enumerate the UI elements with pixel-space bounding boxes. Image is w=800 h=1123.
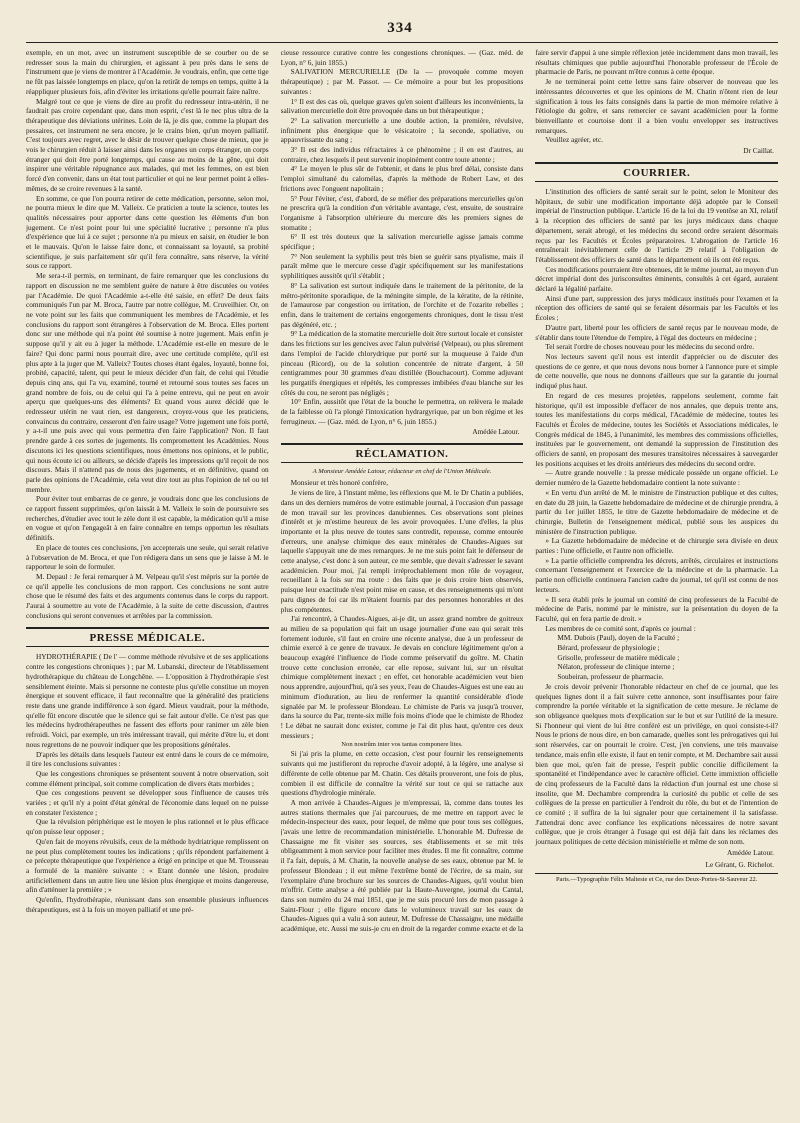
paragraph: Tel serait l'ordre de choses nouveau pour les médecins du second ordre. — [545, 342, 755, 352]
paragraph: A mon arrivée à Chaudes-Aigues je m'empressai, là, comme dans toutes les autres stations thermales que j'ai parcourues, de me mettre en rapport avec le médecin-inspecteur des eaux, pour lequel, de même que pour tous ses collègues, j'avais une lettre de recommandation ministérielle. L'honorable M. Dufresse de Chassaigne me fit visiter ses sources, ses établissements et se mit très obligeamment à mon service pour faciliter mes études. Il me fit connaître, comme il l'a fait, depuis, à M. Chatin, la nouvelle analyse de ses eaux, obtenue par M. le professeur Blondeau ; il eut même l'extrême bonté de l'écrire, de sa main, sur l'exemplaire d'une brochure sur les sources de Chaudes-Aigues, qu'il voulut bien m'offrir. Cette analyse a été publiée par la Haute-Auvergne, journal du Cantal, dans son numéro du 24 mai 1851, que je me suis procuré lors de mon passage à Saint-Flour ; elle figure encore dans le volumineux travail sur les eaux de Chaudes-Aigues qui a valu à son auteur, M. Dufresse de Chassaigne, une médaille académique, etc. Aussi me suis-je cru en droit de la regarder comme exacte et de la — [280, 797, 524, 934]
paragraph: 9° La médication de la stomatite mercurielle doit être surtout locale et consister dans les frictions sur les gencives avec l'alun pulvérisé (Velpeau), ou plus sûrement dans l'emploi de l'acide chlorydrique pur porté sur la muqueuse à l'aide d'un pinceau (Ricord), ou de la solution concentrée de nitrate d'argent, à 50 centigrammes pour 30 grammes d'eau distillée (Bouchacourt). Comme adjuvant les purgatifs énergiques et répétés, les compresses imbibées d'eau blanche sur les côtés du cou, ne seront pas négligés ; — [280, 329, 524, 397]
header-rule — [26, 42, 778, 43]
column-2 — [281, 48, 524, 1111]
paragraph: Qu'en fait de moyens révulsifs, ceux de la méthode hydriatrique remplissent on ne peut plus complètement toutes les indications ; qu'ils répondent parfaitement à ce précepte thérapeutique que l'expérience a érigé en principe et que M. Trousseau a formulé de la manière suivante : « Etant donnée une lésion, produire artificiellement dans un autre lieu une lésion plus énergique et moins dangereuse, afin d'atténuer la première ; » — [26, 836, 269, 895]
paragraph: 4° Le moyen le plus sûr de l'obtenir, et dans le plus bref délai, consiste dans l'emploi simultané du calomélas, d'après la méthode de Robert Law, et des frictions avec l'onguent napolitain ; — [280, 164, 524, 193]
paragraph: En place de toutes ces conclusions, j'en accepterais une seule, qui serait relative à l'observation de M. Broca, et que l'on rédigera dans un sens que je laisse à M. le rapporteur le soin de formuler. — [26, 542, 269, 572]
section-title-courrier: COURRIER. — [535, 162, 778, 182]
paragraph: cieuse ressource curative contre les congestions chroniques. — (Gaz. méd. de Lyon, n° 6, juin 1855.) — [280, 48, 524, 67]
paragraph: Je crois devoir prévenir l'honorable rédacteur en chef de ce journal, que les quelques lignes dont il a fait suivre cette annonce, sont insuffisantes pour faire comprendre la portée véritable et la signification de cette mesure. Je réclame de son obligeance quelques mots d'explication sur le but et sur l'utilité de la mesure. Si l'honneur qui vient de lui être conféré est un privilège, en quoi consiste-t-il? Nous le prions de nous dire, en bon camarade, quelles sont les prérogatives qui lui sont réservées, car on pourrait le croire. C'est, j'en conviens, une très mauvaise tendance, mais enfin elle existe, il faut en tenir compte, et M. Dechambre sait aussi bien que moi, qu'en fait de presse, l'esprit public concilie difficilement la spontanéité et l'indépendance avec le caractère officiel. Cette immixtion officielle de cinq professeurs de la Faculté dans la rédaction d'un journal est une chose si insolite, que M. Dechambre comprendra la curiosité du public et celle de ses collègues de la presse en particulier à l'endroit du rôle, du but et de l'intention de ce comité ; il suffira de la lui signaler pour que certainement il la satisfasse. J'attendrai donc avec confiance les explications nécessaires de notre savant collègue, que je crois étranger à l'usage qui est déjà fait dans les réclames des journaux politiques de cette décision ministérielle et même de son nom. — [535, 681, 778, 847]
paragraph: 10° Enfin, aussitôt que l'état de la bouche le permettra, on relèvera le malade de la faiblesse où l'a plongé l'intoxication hydrargyrique, par un bon régime et les ferrugineux. — (Gaz. méd. de Lyon, n° 6, juin 1855.) — [280, 397, 524, 426]
paragraph: D'après les détails dans lesquels l'auteur est entré dans le cours de ce mémoire, il tire les conclusions suivantes : — [26, 749, 269, 769]
paragraph: Monsieur et très honoré confrère, — [290, 478, 389, 488]
paragraph: « En vertu d'un arrêté de M. le ministre de l'instruction publique et des cultes, en date du 28 juin, la Gazette hebdomadaire de médecine et de chirurgie prendra, à partir du 1er juillet 1855, le titre de Gazette hebdomadaire de médecine et de chirurgie, Bulletin de l'enseignement médical, publié sous les auspices du ministère de l'instruction publique. — [535, 487, 778, 536]
footer-rule — [535, 873, 778, 874]
paragraph: HYDROTHÉRAPIE ( De l' — comme méthode révulsive et de ses applications contre les congestions chroniques ) ; par M. Lubanski, directeur de l'établissement hydrothérapique du château de Longchêne. — L'opposition à l'hydrothérapie s'est sensiblement éteinte. Mais si personne ne conteste plus qu'elle constitue un moyen énergique et souvent efficace, il faut reconnaître que la généralité des praticiens reste dans une grande indifférence à son égard. Mieux vaudrait, pour la méthode, qu'elle fût encore discutée que le silence qui se fait autour d'elle. Ce n'est pas que les médecins hydrothérapeuthes ne fassent des efforts pour ranimer un zèle bien refroidi. Voici, par exemple, un très intéressant travail, qui mérite d'être lu, et dont nous regrettons de ne pouvoir indiquer que les propositions générales. — [26, 652, 269, 749]
paragraph: Malgré tout ce que je viens de dire au profit du redresseur intra-utérin, il ne faudrait pas croire cependant que, dans mon esprit, c'est là le nec plus ultra de la thérapeutique des déviations utérines. Loin de là, je dis que, comme la plupart des pessaires, cet instrument ne sera encore, je le crains bien, qu'un moyen palliatif. C'est toujours avec regret, avec le désir de trouver quelque chose de mieux, que je vois le chirurgien réduit à laisser ainsi dans les organes un corps étranger, un corps étranger qui doit être porté longtemps, qui cause au moins de la gêne, qui doit inspirer une véritable répugnance aux malades, qui met les femmes, on est bien forcé d'en convenir, dans un état tout particulier et qui ne leur permet point à elles-mêmes, de se croire revenues à la santé. — [26, 96, 269, 193]
committee-member: Grisolle, professeur de matière médicale ; — [557, 652, 680, 662]
paragraph: Je ne terminerai point cette lettre sans faire observer de nouveau que les intéressantes découvertes et que les opinions de M. Chatin n'ôtent rien de leur signification à tous les faits consignés dans la partie de mon mémoire relative à l'étiologie du goître, et sans remercier ce savant académicien pour la forme bienveillante et courtoise dont il a bien voulu envelopper ses instructives remarques. — [535, 77, 778, 135]
paragraph: M. Depaul : Je ferai remarquer à M. Velpeau qu'il s'est mépris sur la portée de ce qu'il appelle les conclusions de mon rapport. Ces conclusions ne sont autre chose que le résumé des faits et des arguments contenus dans le corps du rapport. J'aurai à soumettre au vote de l'Académie, à la suite de cette discussion, d'autres conclusions qui seront convenues et arrêtées par la commission. — [26, 571, 269, 620]
signature: Amédée Latour. — [472, 427, 520, 437]
letter-address: A Monsieur Amédée Latour, rédacteur en chef de l'Union Médicale. — [312, 468, 492, 476]
page-number: 334 — [387, 20, 413, 36]
paragraph: Qu'enfin, l'hydrothérapie, réunissant dans son ensemble plusieurs influences thérapeutiques, est à la fois un moyen palliatif et une pré- — [26, 895, 269, 914]
committee-member: Soubeiran, professeur de pharmacie. — [557, 672, 664, 682]
paragraph: 1° Il est des cas où, quelque graves qu'en soient d'ailleurs les inconvénients, la salivation mercurielle doit être provoquée dans un but thérapeutique ; — [280, 96, 524, 116]
paragraph: Que la révulsion périphérique est le moyen le plus rationnel et le plus efficace qu'on puisse leur opposer ; — [26, 817, 269, 837]
paragraph: En somme, ce que l'on pourra retirer de cette médication, personne, selon moi, ne pourra mieux le dire que M. Valleix. Ce praticien a toute la science, toutes les qualités nécessaires pour apporter dans cette question les éléments d'un bon jugement. Ce n'est point pour lui une spécialité lucrative ; personne n'a plus d'expérience que lui à ce sujet ; personne n'a pu mieux en saisir, en étudier le bon et le mauvais. Qu'on le laisse faire donc, et connaissant sa loyauté, sa probité scientifique, je suis parfaitement sûr qu'il fera connaître, sans réserve, la vérité sous ce rapport. — [26, 193, 269, 271]
paragraph: D'autre part, liberté pour les officiers de santé reçus par le nouveau mode, de s'établir dans toute l'étendue de l'empire, à l'égal des docteurs en médecine ; — [535, 322, 778, 342]
paragraph: » La Gazette hebdomadaire de médecine et de chirurgie sera divisée en deux parties : l'une officielle, et l'autre non officielle. — [535, 536, 778, 556]
paragraph: Que les congestions chroniques se présentent souvent à notre observation, soit comme élément principal, soit comme complication de divers états morbides ; — [26, 768, 269, 788]
paragraph: Veuillez agréer, etc. — [545, 135, 603, 145]
printer-imprint: Paris.—Typographie Félix Malteste et Ce, rue des Deux-Portes-St-Sauveur 22. — [555, 875, 758, 883]
paragraph: 8° La salivation est surtout indiquée dans le traitement de la péritonite, de la métro-péritonite sporadique, de la méningite simple, de la kératite, de la rétinite, de l'amaurose par congestion ou irritation, de l'orchite et de l'ozarite rebelles ; enfin, dans le traitement de certains engorgements chroniques, dont le tissu n'est pas dégénéré, etc. ; — [280, 280, 524, 329]
paragraph: Si j'ai pris la plume, en cette occasion, c'est pour fournir les renseignements suivants qui me justifieront du reproche d'avoir adopté, à la légère, une analyse si différente de celle obtenue par M. Chatin. Ces détails prouveront, une fois de plus, combien il est difficile de connaître la vérité sur tout ce qui se rattache aux questions d'hydrologie minérale. — [280, 749, 524, 798]
paragraph: Nos lecteurs savent qu'il nous est interdit d'apprécier ou de discuter des questions de ce genre, et que nous devons nous borner à l'annonce pure et simple de cette nouvelle, que nous ne donnons d'ailleurs que sur la garantie du journal indiqué plus haut. — [535, 351, 778, 391]
gerant-signature: Le Gérant, G. Richelot. — [705, 859, 774, 869]
paragraph: Pour éviter tout embarras de ce genre, je voudrais donc que les conclusions de ce rapport fussent supprimées, qu'on laissât à M. Valleix le soin de poursuivre ses recherches, d'étudier avec tout le zèle dont il est capable, la médication qu'il a mise en vogue et qu'on l'engageât à en faire connaître en temps opportun les résultats définitifs. — [26, 494, 269, 543]
paragraph: Ainsi d'une part, suppression des jurys médicaux institués pour l'examen et la réception des officiers de santé qui se feraient désormais par les Facultés et les Écoles ; — [535, 293, 778, 323]
paragraph: L'institution des officiers de santé serait sur le point, selon le Moniteur des hôpitaux, de subir une modification importante déjà adoptée par le Conseil impérial de l'instruction publique. L'article 16 de la loi du 19 ventôse an XI, relatif à la réception des officiers de santé par les jurys médicaux dans chaque département, serait abrogé, et les médecins du second ordre seraient désormais reçus par les Facultés et Écoles préparatoires. L'abrogation de l'article 16 entraînerait inévitablement celle de l'article 29 relatif à l'obligation de l'établissement des officiers de santé dans le département où ils ont été reçus. — [535, 187, 778, 264]
paragraph: Ces modifications pourraient être obtenues, dit le même journal, au moyen d'un décret impérial dont des jurisconsultes éminents, consultés à cet égard, auraient déclaré la légalité parfaite. — [535, 264, 778, 294]
paragraph: SALIVATION MERCURIELLE (De la — provoquée comme moyen thérapeutique) ; par M. Passot. — Ce mémoire a pour but les propositions suivantes : — [280, 67, 524, 96]
paragraph: 2° La salivation mercurielle a une double action, la première, révulsive, infiniment plus énergique que le vésicatoire ; la seconde, spoliative, ou appauvrissante du sang ; — [280, 115, 524, 145]
paragraph: J'ai rencontré, à Chaudes-Aigues, ai-je dit, un assez grand nombre de goitreux au milieu de sa population qui fait un usage journalier d'une eau qui serait très fortement iodurée, s'il faut en croire une récente analyse, due à un professeur de chimie exercé à ce genre de travaux. Je devais en conclure légitimement qu'on a beaucoup exagéré l'influence de l'iode comme préservatif du goître. M. Chatin trouve cette conclusion erronée, car elle repose, suivant lui, sur un résultat chimique complètement inexact ; en effet, cet honorable académicien veut bien nous apprendre, aujourd'hui, qu'à ses yeux, l'eau de Chaudes-Aigues est une eau au minimum d'ioduration, au lieu de renfermer la quantité considérable d'iode signalée par M. le professeur Blondeau. Le chimiste de Paris va jusqu'à trouver, dans la source du Par, trente-six mille fois moins d'iode que le chimiste de Rhodez ! Le débat ne saurait donc exister, comme je l'ai dit plus haut, qu'entre ces deux messieurs ; — [280, 614, 524, 740]
paragraph: Que ces congestions peuvent se développer sous l'influence de causes très variées ; et qu'il n'y a point d'état général de l'économie dans lequel on ne puisse en constater l'existence ; — [26, 788, 269, 817]
paragraph: En regard de ces mesures projetées, rappelons seulement, comme fait historique, qu'il est impossible d'effacer de nos annales, que depuis trente ans, toutes les manifestations du corps médical, l'Académie de médecine, toutes les Facultés et Écoles de médecine, toutes les Sociétés et Associations médicales, le Congrès médical de 1845, à l'unanimité, les membres des commissions officielles, instituées par le gouvernement, ont demandé la suppression de l'institution des officiers de santé, en proposant des mesures transitoires nécessaires à sauvegarder les positions acquises et les droits antérieurs des médecins du second ordre. — [535, 390, 778, 468]
paragraph: Je viens de lire, à l'instant même, les réflexions que M. le Dr Chatin a publiées, dans un des derniers numéros de votre estimable journal, à l'occasion d'un passage de mon travail sur les provinces danubiennes. Ces observations sont pleines d'intérêt et je m'estime heureux de les avoir provoquées. L'une d'elles, la plus importante et la plus neuve de toutes sans contredit, repousse, comme entourée d'erreurs, une analyse chimique des eaux minérales de Chaudes-Aigues sur laquelle s'appuyait une de mes remarques. Je ne me suis point fait le défenseur de cette analyse, c'est donc à son auteur, ce me semble, que devait s'adresser le savant académicien. Pour moi, j'ai rempli irréprochablement mon rôle de voyageur, recueillant à la fois sur ma route : des faits que je dois croire bien observés, puisque leur exactitude n'est point mise en cause, et des renseignements qui m'ont paru dignes de foi car ils m'étaient fournis par des personnes honorables et des plus compétentes. — [280, 488, 524, 614]
column-1 — [26, 48, 269, 1111]
paragraph: exemple, en un mot, avec un instrument susceptible de se courber ou de se redresser sous la main du chirurgien, et agissant à peu près dans le sens de l'instrument que je viens de montrer à l'Académie. Je voudrais, enfin, que cette tige ne fût pas laissée longtemps en place, qu'on la retirât de temps en temps, quitte à la réappliquer plusieurs fois, afin d'éviter les irritations qu'elle pourrait faire naître. — [26, 48, 269, 96]
paragraph: 3° Il est des individus réfractaires à ce phénomène ; il en est d'autres, au contraire, chez lesquels il peut survenir inopinément contre toute attente ; — [280, 145, 524, 164]
paragraph: Me sera-t-il permis, en terminant, de faire remarquer que les conclusions du rapport en discussion ne me semblent guère de nature à être discutées ou votées par l'Académie. De quoi l'Académie a-t-elle été saisie, en effet? De deux faits communiqués l'un par M. Broca, l'autre par notre collègue, M. Cruveilhier. Or, on ne vote point sur les faits que communiquent les membres de l'Académie, et les conclusions du rapport sont étrangères à l'observation de M. Broca. Elles portent donc sur une méthode qui n'a point été soumise à notre jugement. Mais enfin je suppose qu'il y ait eu à juger la méthode. L'Académie est-elle en mesure de le faire? Qui donc parmi nous pourrait dire, avec une certitude complète, qu'il est plus apte à la juger que M. Valleix? Toutes choses étant égales, loyauté, bonne foi, probité, capacité, talent, qui peut le mieux décider d'un fait, de celui qui l'étudie depuis cinq ans, qui l'a vu, examiné, tourné et retourné sous toutes ses faces un grand nombre de fois, ou de celui qui l'a à peine entrevu, qui ne peut en avoir aperçu que quelques-uns des éléments? Et quand vous aurez décidé que le redresseur utérin ne vaut rien, est dangereux, croyez-vous que les praticiens, convaincus du contraire, cesseront d'en faire usage? Votre jugement une fois porté, y a-t-il une puis avec qui vous permettra d'en faire l'application? Non. Il faut prendre garde à ces sortes de jugements. Ils compromettent les Académies. Nous discutons ici les questions scientifiques, nous émettons nos opinions, et le public, qui nous écoute ici ou ailleurs, se décide d'après les impressions qu'il reçoit de nos discours. Mais il n'attend pas de nous des jugements, et en définitive, quand on parle des opinions de l'Académie, cela veut dire tout au plus l'opinion de tel ou tel membre. — [26, 271, 269, 494]
columns — [26, 48, 778, 1111]
signature: Dr Caillat. — [743, 146, 774, 156]
section-title-reclamation: RÉCLAMATION. — [281, 443, 524, 463]
latin-quote: Non nostrûm inter vos tantas componere lites. — [341, 741, 463, 749]
committee-member: Nélaton, professeur de clinique interne ; — [557, 662, 675, 672]
paragraph: — Autre grande nouvelle : la presse médicale possède un organe officiel. Le dernier numéro de la Gazette hebdomadaire contient la note suivante : — [535, 468, 778, 488]
committee-member: MM. Dubois (Paul), doyen de la Faculté ; — [557, 633, 680, 643]
paragraph: » Il sera établi près le journal un comité de cinq professeurs de la Faculté de médecine de Paris, nommé par le ministre, sur la présentation du doyen de la Faculté, qui en fera partie de droit. » — [535, 594, 778, 623]
column-3 — [535, 48, 778, 1111]
committee-member: Bérard, professeur de physiologie ; — [557, 643, 660, 653]
signature: Amédée Latour. — [726, 847, 774, 857]
paragraph: 5° Pour l'éviter, c'est, d'abord, de se méfier des préparations mercurielles qu'on ne prescrira qu'à la condition d'un véritable avantage, c'est, ensuite, de soustraire l'organisme à l'absorption ultérieure du mercure dès les premiers signes de stomatite ; — [280, 193, 524, 232]
section-title-presse: PRESSE MÉDICALE. — [26, 627, 269, 647]
paragraph: faire servir d'appui à une simple réflexion jetée incidemment dans mon travail, les résultats chimiques que publie aujourd'hui l'honorable professeur de l'École de pharmacie de Paris, ne pouvant m'être connus à cette époque. — [535, 48, 778, 77]
paragraph: 7° Non seulement la syphilis peut très bien se guérir sans ptyalisme, mais il paraît même que le mercure cesse d'agir spécifiquement sur les manifestations syphilitiques aussitôt qu'il s'établit ; — [280, 251, 524, 281]
paragraph: » La partie officielle comprendra les décrets, arrêtés, circulaires et instructions concernant l'enseignement et l'exercice de la médecine et de la pharmacie. La partie non officielle continuera l'ancien cadre du journal, tel qu'il est connu de nos lecteurs. — [535, 555, 778, 594]
paragraph: 6° Il est très douteux que la salivation mercurielle agisse jamais comme spécifique ; — [280, 232, 524, 252]
paragraph: Les membres de ce comité sont, d'après ce journal : — [545, 623, 696, 633]
